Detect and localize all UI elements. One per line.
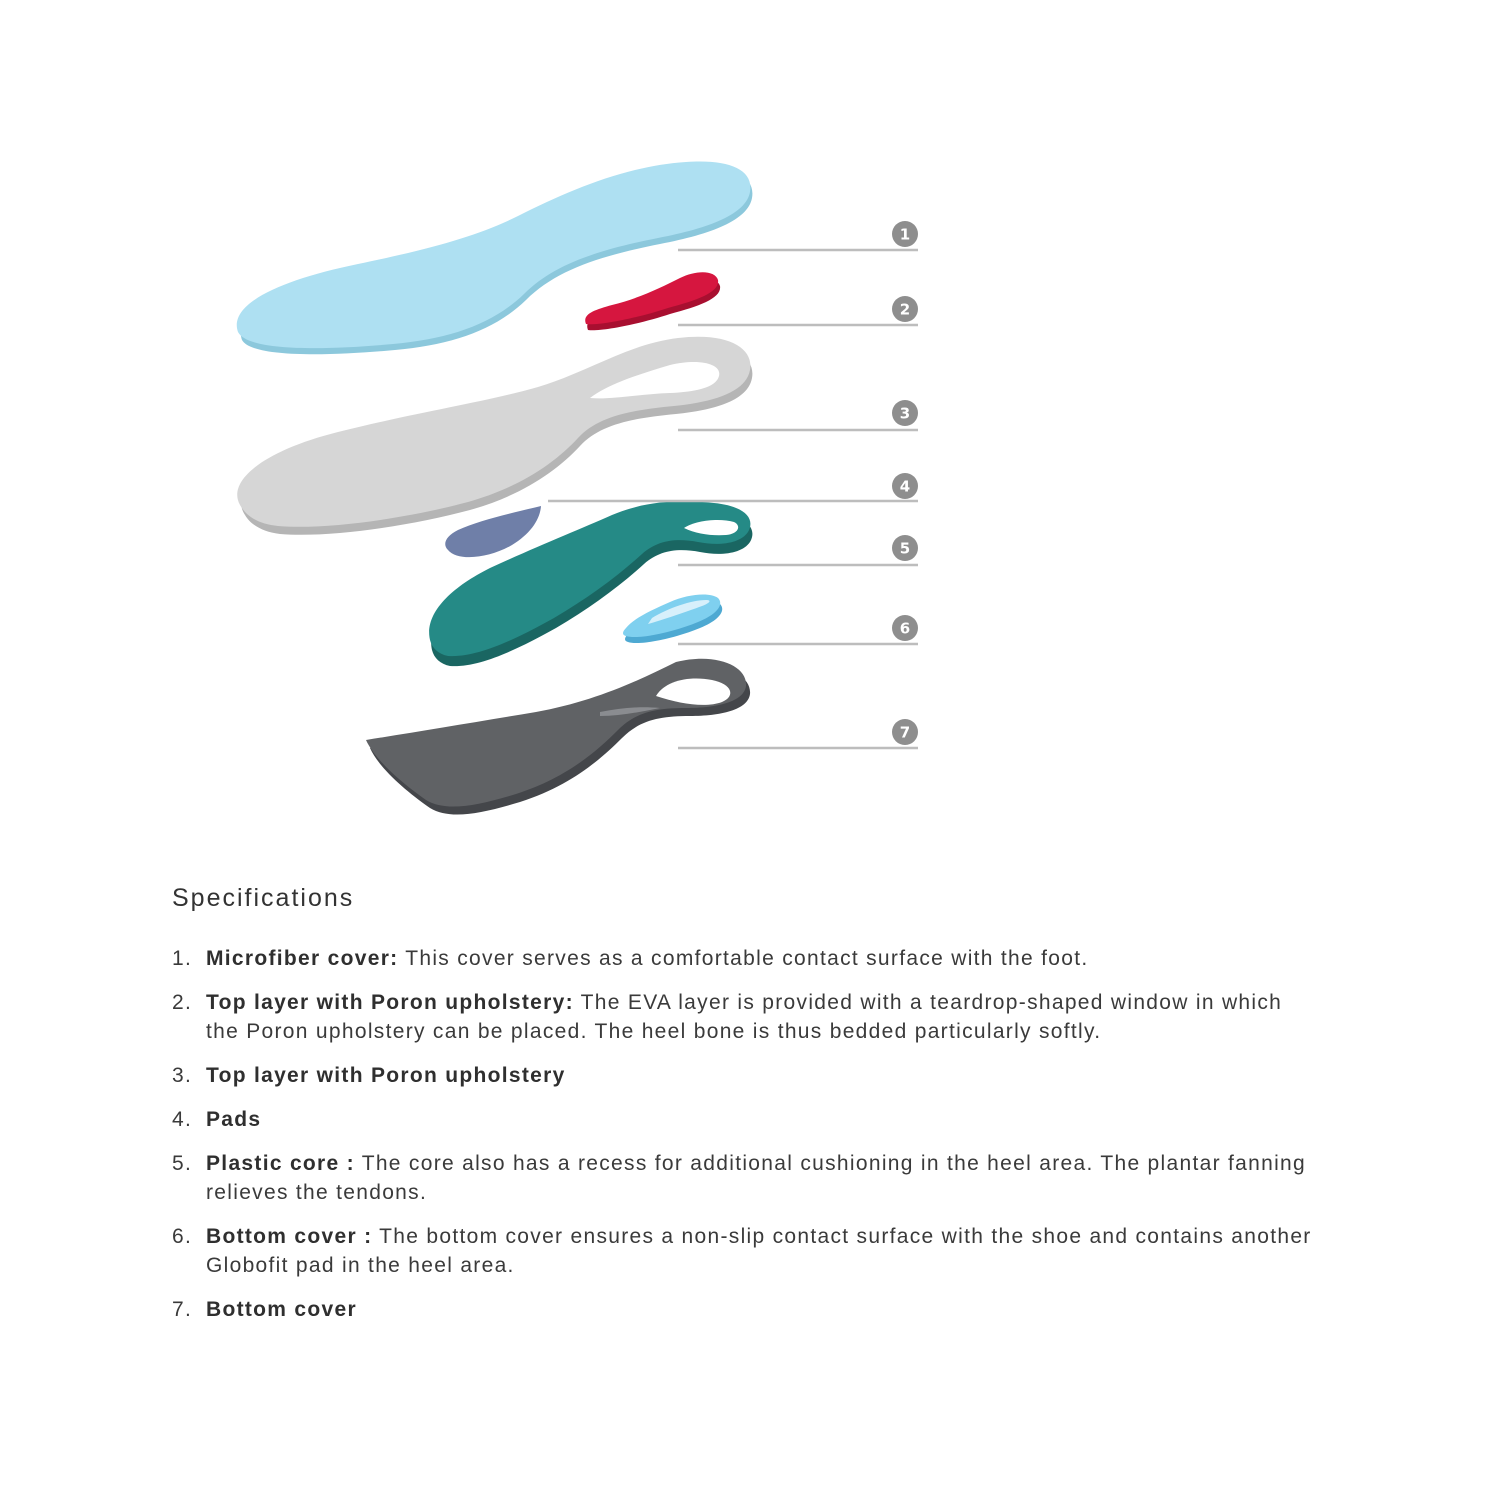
spec-item-2 bbox=[172, 988, 1312, 1046]
layer-4-pad bbox=[445, 506, 541, 557]
spec-number: 3. bbox=[172, 1064, 193, 1087]
badge-7 bbox=[892, 719, 918, 745]
spec-number: 7. bbox=[172, 1298, 193, 1321]
badge-number: 1 bbox=[899, 225, 911, 244]
spec-description: This cover serves as a comfortable contact surface with the foot. bbox=[398, 947, 1089, 970]
spec-item-6 bbox=[172, 1222, 1312, 1280]
spec-term: Pads bbox=[206, 1108, 262, 1131]
spec-item-5 bbox=[172, 1149, 1312, 1207]
badge-number: 6 bbox=[899, 619, 911, 638]
badge-number: 5 bbox=[899, 539, 911, 558]
layer-2-heel-pad bbox=[585, 272, 720, 330]
spec-body bbox=[206, 1149, 1312, 1207]
badge-number: 2 bbox=[899, 300, 911, 319]
badge-6 bbox=[892, 615, 918, 641]
spec-body bbox=[206, 1295, 1312, 1324]
specifications-title: Specifications bbox=[172, 884, 355, 912]
spec-body bbox=[206, 944, 1312, 973]
badge-1 bbox=[892, 221, 918, 247]
badge-3 bbox=[892, 400, 918, 426]
number-badges bbox=[892, 221, 918, 745]
spec-number: 5. bbox=[172, 1152, 193, 1175]
spec-body bbox=[206, 1222, 1312, 1280]
badge-5 bbox=[892, 535, 918, 561]
spec-description: The bottom cover ensures a non-slip contact surface with the shoe and contains another Globofit pad in the heel area. bbox=[206, 1225, 1312, 1277]
badge-number: 4 bbox=[899, 477, 911, 496]
spec-term: Top layer with Poron upholstery bbox=[206, 1064, 566, 1087]
spec-number: 6. bbox=[172, 1225, 193, 1248]
badge-number: 7 bbox=[899, 723, 911, 742]
spec-item-4 bbox=[172, 1105, 1312, 1134]
spec-term: Bottom cover bbox=[206, 1298, 357, 1321]
spec-description: The core also has a recess for additional cushioning in the heel area. The plantar fanning relieves the tendons. bbox=[206, 1152, 1306, 1204]
badge-number: 3 bbox=[899, 404, 911, 423]
spec-item-3 bbox=[172, 1061, 1312, 1090]
spec-number: 1. bbox=[172, 947, 193, 970]
spec-description: The EVA layer is provided with a teardrop-shaped window in which the Poron upholstery can be placed. The heel bone is thus bedded particularly softly. bbox=[206, 991, 1283, 1043]
spec-item-1 bbox=[172, 944, 1312, 973]
badge-4 bbox=[892, 473, 918, 499]
specifications-list bbox=[172, 944, 1312, 1339]
spec-term: Top layer with Poron upholstery: bbox=[206, 991, 574, 1014]
spec-body bbox=[206, 1105, 1312, 1134]
layer-6-globofit-pad bbox=[623, 595, 722, 644]
spec-term: Plastic core : bbox=[206, 1152, 355, 1175]
spec-body bbox=[206, 1061, 1312, 1090]
layer-fill bbox=[445, 506, 541, 557]
layer-1-microfiber-cover bbox=[237, 161, 753, 354]
badge-2 bbox=[892, 296, 918, 322]
spec-number: 2. bbox=[172, 991, 193, 1014]
layer-7-bottom-cover bbox=[366, 659, 750, 815]
spec-term: Bottom cover : bbox=[206, 1225, 373, 1248]
spec-body bbox=[206, 988, 1312, 1046]
spec-item-7 bbox=[172, 1295, 1312, 1324]
spec-term: Microfiber cover: bbox=[206, 947, 399, 970]
spec-number: 4. bbox=[172, 1108, 193, 1131]
